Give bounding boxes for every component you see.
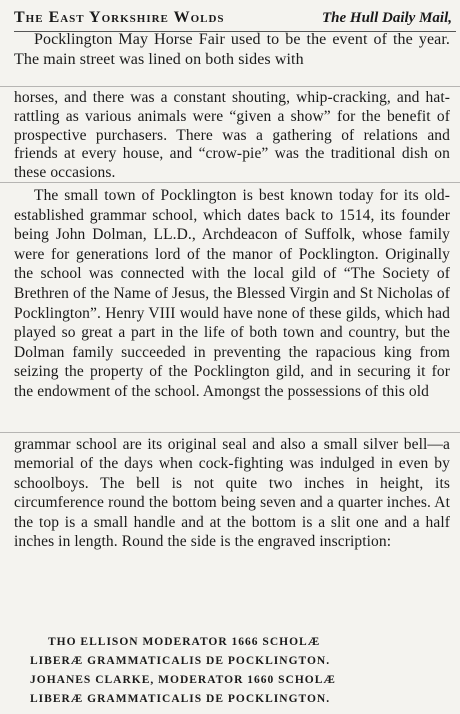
- section-title: The East Yorkshire Wolds: [14, 9, 225, 26]
- inscription-line: LIBERÆ GRAMMATICALIS DE POCKLINGTON.: [30, 693, 331, 705]
- clipping-seam: [0, 182, 460, 183]
- paragraph-horse-fair-cont: horses, and there was a constant shouting, whip-cracking, and hat-rattling as various animals were “given a show” for the benefit of prospective purchasers. There was a gathering of relations and friends at every house, and “crow-pie” was the traditional dish on these occasions.: [14, 89, 450, 182]
- paragraph-block-4: [14, 435, 450, 551]
- clipping-seam: [0, 432, 460, 433]
- paragraph-grammar-school: The small town of Pocklington is best known today for its old-established grammar school, which dates back to 1514, its founder being John Dolman, LL.D., Archdeacon of Suffolk, whose family were for generations lord of the manor of Pocklington. Originally the school was connected with the local gild of “The Society of Brethren of the Name of Jesus, the Blessed Virgin and St Nicholas of Pocklington”. Henry VIII would have none of these gilds, which had played so great a part in the life of both town and country, but the Dolman family succeeded in preventing the rapacious king from seizing the property of the Pocklington gild, and in securing it for the endowment of the school. Amongst the possessions of this old: [14, 187, 450, 400]
- newspaper-source: The Hull Daily Mail,: [321, 10, 452, 26]
- clipping-header: [14, 9, 456, 32]
- bell-inscription: [30, 633, 440, 709]
- paragraph-horse-fair-intro: Pocklington May Horse Fair used to be the event of the year. The main street was lined on both sides with: [14, 31, 450, 68]
- inscription-line: LIBERÆ GRAMMATICALIS DE POCKLINGTON.: [30, 655, 331, 667]
- paragraph-block-3: [14, 186, 450, 402]
- paragraph-block-1: [14, 30, 450, 69]
- inscription-line: JOHANES CLARKE, MODERATOR 1660 SCHOLÆ: [30, 674, 336, 686]
- clipping-seam: [0, 86, 460, 87]
- paragraph-block-2: [14, 89, 450, 183]
- inscription-line: THO ELLISON MODERATOR 1666 SCHOLÆ: [48, 636, 321, 648]
- paragraph-silver-bell: grammar school are its original seal and also a small silver bell—a memorial of the days when cock-fighting was indulged in even by schoolboys. The bell is not quite two inches in height, its circumference round the bottom being seven and a quarter inches. At the top is a small handle and at the bottom is a slit one and a half inches in length. Round the side is the engraved inscription:: [14, 436, 450, 551]
